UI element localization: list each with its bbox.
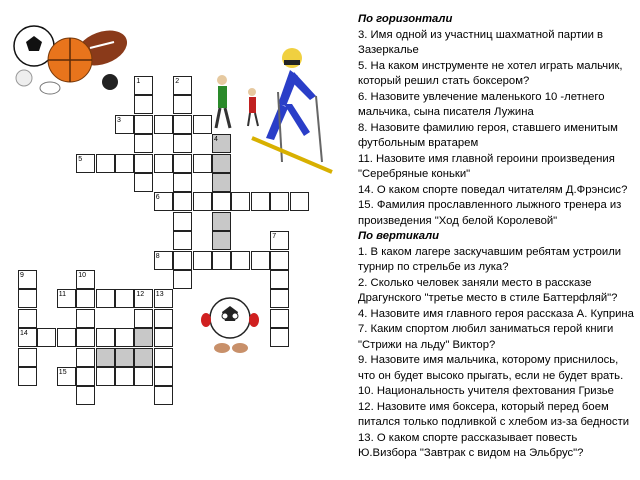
crossword-cell[interactable]	[134, 289, 153, 308]
crossword-cell[interactable]	[154, 328, 173, 347]
crossword-cell[interactable]	[18, 309, 37, 328]
crossword-cell[interactable]	[193, 154, 212, 173]
clue-number: 2	[175, 78, 180, 85]
crossword-cell[interactable]	[154, 192, 173, 211]
across-clue: 5. На каком инструменте не хотел играть мальчик, который решил стать боксером?	[358, 59, 623, 87]
crossword-cell[interactable]	[212, 212, 231, 231]
down-clue: 13. О каком спорте рассказывает повесть Ю.Визбора "Завтрак с видом на Эльбрус"?	[358, 431, 584, 459]
crossword-cell[interactable]	[154, 115, 173, 134]
crossword-cell[interactable]	[57, 328, 76, 347]
crossword-cell[interactable]	[96, 367, 115, 386]
crossword-cell[interactable]	[76, 386, 95, 405]
crossword-cell[interactable]	[173, 251, 192, 270]
clue-number: 7	[272, 233, 277, 241]
across-clue: 14. О каком спорте поведал читателям Д.Фрэнсис?	[358, 183, 628, 196]
crossword-cell[interactable]	[134, 173, 153, 192]
crossword-cell[interactable]	[134, 115, 153, 134]
clue-number: 3	[117, 116, 121, 124]
crossword-cell[interactable]	[76, 328, 95, 347]
crossword-cell[interactable]	[231, 251, 250, 270]
crossword-cell[interactable]	[270, 328, 289, 347]
crossword-cell[interactable]	[173, 115, 192, 134]
clue-number: 1	[136, 78, 141, 85]
clue-number: 12	[136, 291, 145, 299]
crossword-cell[interactable]	[193, 115, 212, 134]
crossword-cell[interactable]	[134, 309, 153, 328]
across-clue: 3. Имя одной из участниц шахматной партии в Зазеркалье	[358, 28, 604, 56]
crossword-cell[interactable]	[96, 328, 115, 347]
soccer-ball-mascot-illustration	[200, 290, 262, 358]
clue-number: 13	[155, 291, 164, 299]
crossword-cell[interactable]	[76, 289, 95, 308]
clue-number: 8	[155, 252, 160, 260]
down-clue: 10. Национальность учителя фехтования Гризье	[358, 385, 614, 397]
down-heading: По вертикали	[358, 230, 440, 242]
crossword-cell[interactable]	[173, 134, 192, 153]
down-clue: 1. В каком лагере заскучавшим ребятам устроили турнир по стрельбе из лука?	[358, 245, 622, 273]
across-clue: 8. Назовите фамилию героя, ставшего именитым футбольным вратарем	[358, 121, 618, 149]
crossword-cell[interactable]	[154, 251, 173, 270]
clue-number: 11	[58, 291, 67, 299]
crossword-cell[interactable]	[212, 251, 231, 270]
crossword-cell[interactable]	[134, 134, 153, 153]
crossword-cell[interactable]	[270, 309, 289, 328]
crossword-cell[interactable]	[193, 251, 212, 270]
crossword-cell[interactable]	[173, 173, 192, 192]
crossword-cell[interactable]	[134, 367, 153, 386]
crossword-cell[interactable]	[18, 328, 37, 347]
crossword-cell[interactable]	[154, 348, 173, 367]
across-clue: 6. Назовите увлечение маленького 10 -летнего мальчика, сына писателя Лужина	[358, 90, 605, 118]
crossword-cell[interactable]	[18, 348, 37, 367]
crossword-cell[interactable]	[76, 367, 95, 386]
crossword-cell[interactable]	[115, 348, 134, 367]
crossword-cell[interactable]	[57, 289, 76, 308]
crossword-cell[interactable]	[212, 192, 231, 211]
crossword-cell[interactable]	[251, 192, 270, 211]
crossword-cell[interactable]	[96, 289, 115, 308]
crossword-cell[interactable]	[270, 270, 289, 289]
across-clue: 15. Фамилия прославленного лыжного тренера из произведения "Ход белой Королевой"	[358, 199, 622, 227]
crossword-cell[interactable]	[173, 192, 192, 211]
crossword-cell[interactable]	[154, 367, 173, 386]
clue-number: 15	[58, 369, 67, 376]
crossword-cell[interactable]	[18, 367, 37, 386]
crossword-cell[interactable]	[173, 76, 192, 95]
skier-illustration	[212, 42, 340, 176]
crossword-cell[interactable]	[37, 328, 56, 347]
crossword-cell[interactable]	[154, 154, 173, 173]
crossword-cell[interactable]	[115, 289, 134, 308]
crossword-cell[interactable]	[270, 289, 289, 308]
crossword-cell[interactable]	[154, 386, 173, 405]
crossword-cell[interactable]	[173, 212, 192, 231]
crossword-cell[interactable]	[231, 192, 250, 211]
crossword-cell[interactable]	[270, 192, 289, 211]
clue-number: 6	[155, 194, 160, 202]
crossword-cell[interactable]	[290, 192, 309, 211]
crossword-cell[interactable]	[115, 154, 134, 173]
crossword-cell[interactable]	[76, 348, 95, 367]
crossword-cell[interactable]	[154, 289, 173, 308]
crossword-cell[interactable]	[270, 251, 289, 270]
crossword-cell[interactable]	[76, 309, 95, 328]
across-clue: 11. Назовите имя главной героини произведения "Серебряные коньки"	[358, 152, 615, 180]
sports-balls-illustration	[10, 18, 130, 98]
crossword-cell[interactable]	[18, 270, 37, 289]
crossword-cell[interactable]	[251, 251, 270, 270]
crossword-cell[interactable]	[173, 95, 192, 114]
across-heading: По горизонтали	[358, 13, 453, 25]
crossword-cell[interactable]	[154, 309, 173, 328]
down-clue: 7. Каким спортом любил заниматься герой книги "Стрижи на льду" Виктор?	[358, 323, 614, 351]
crossword-cell[interactable]	[270, 231, 289, 250]
crossword-cell[interactable]	[76, 154, 95, 173]
down-clue: 2. Сколько человек заняли место в рассказе Драгунского "третье место в стиле Баттерфляй"?	[358, 276, 618, 304]
crossword-cell[interactable]	[115, 367, 134, 386]
crossword-cell[interactable]	[134, 348, 153, 367]
crossword-cell[interactable]	[134, 76, 153, 95]
down-clue: 4. Назовите имя главного героя рассказа А. Куприна	[358, 307, 634, 320]
down-clue: 9. Назовите имя мальчика, которому приснилось, что он будет высоко прыгать, если не будет врать.	[358, 354, 624, 382]
clue-number: 10	[78, 272, 86, 279]
crossword-cell[interactable]	[57, 367, 76, 386]
crossword-cell[interactable]	[96, 154, 115, 173]
clue-number: 14	[20, 330, 28, 338]
crossword-cell[interactable]	[212, 231, 231, 250]
crossword-cell[interactable]	[193, 192, 212, 211]
crossword-cell[interactable]	[134, 95, 153, 114]
clues-panel	[358, 12, 638, 462]
clue-number: 5	[78, 155, 83, 163]
crossword-cell[interactable]	[134, 328, 153, 347]
clue-number: 9	[20, 272, 24, 279]
crossword-cell[interactable]	[115, 328, 134, 347]
crossword-cell[interactable]	[173, 154, 192, 173]
clue-number: 4	[214, 136, 218, 144]
crossword-cell[interactable]	[76, 270, 95, 289]
crossword-cell[interactable]	[115, 115, 134, 134]
down-clue: 12. Назовите имя боксера, который перед боем питался только подливкой с хлебом из-за бедности	[358, 400, 630, 428]
crossword-cell[interactable]	[173, 270, 192, 289]
crossword-cell[interactable]	[173, 231, 192, 250]
crossword-cell[interactable]	[134, 154, 153, 173]
crossword-cell[interactable]	[96, 348, 115, 367]
crossword-cell[interactable]	[18, 289, 37, 308]
